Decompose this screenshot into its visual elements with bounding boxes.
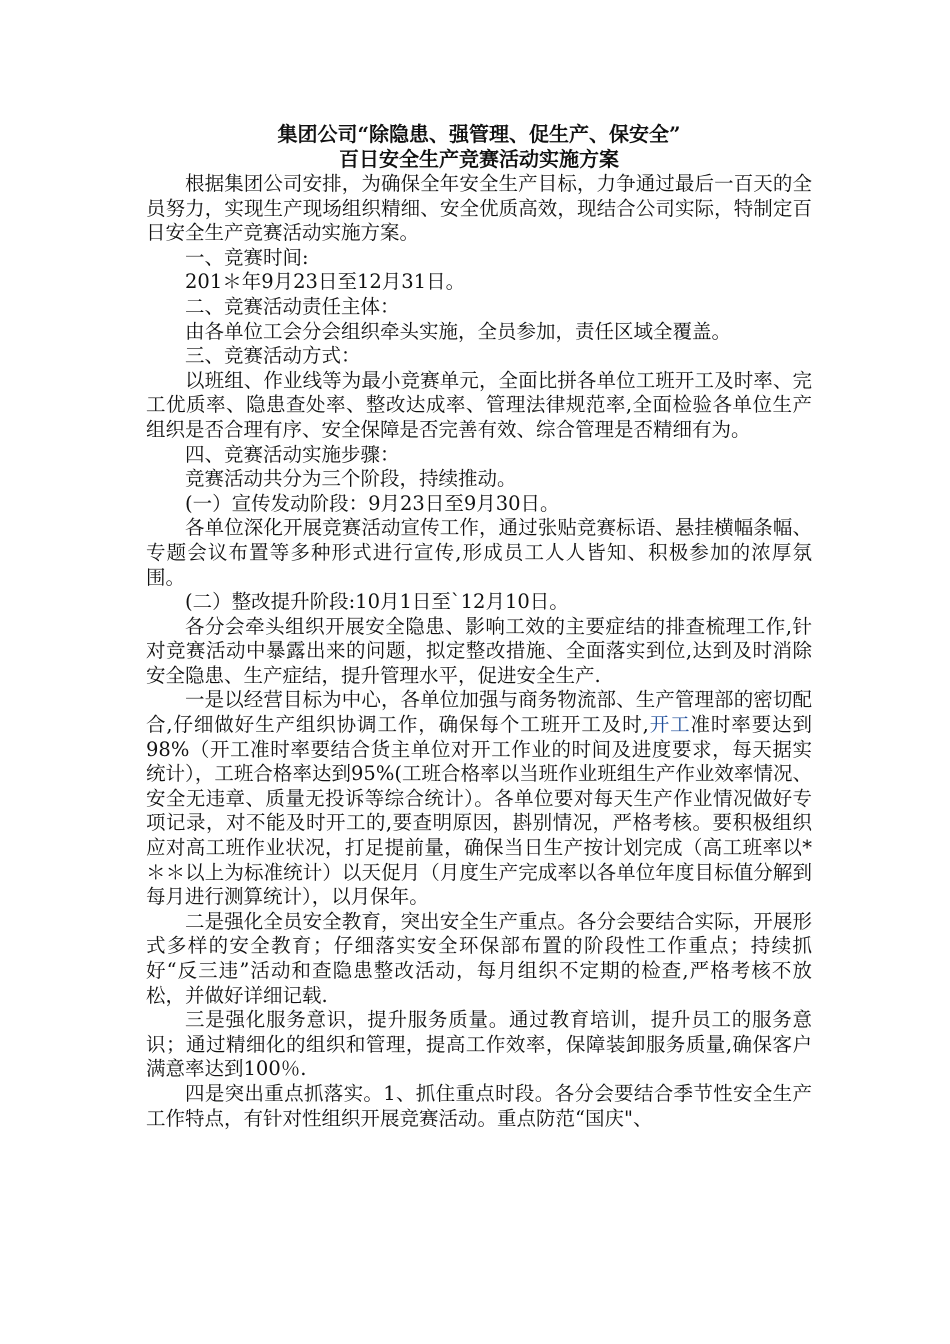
doc-title-line2: 百日安全生产竞赛活动实施方案 [339,147,619,171]
heading-stage-two: (二）整改提升阶段:10月1日至`12月10日。 [185,590,569,614]
paragraph-competition-method: 以班组、作业线等为最小竞赛单元，全面比拼各单位工班开工及时率、完工优质率、隐患查处率、整改达成率、管理法律规范率,全面检验各单位生产组织是否合理有序、安全保障是否完善有效、综合管理是否精细有为。 [146,368,812,441]
heading-competition-method: 三、竞赛活动方式： [185,344,361,368]
paragraph-point-four: 四是突出重点抓落实。1、抓住重点时段。各分会要结合季节性安全生产工作特点，有针对性组织开展竞赛活动。重点防范“国庆"、 [146,1081,812,1130]
paragraph-stage-one: 各单位深化开展竞赛活动宣传工作，通过张贴竞赛标语、悬挂横幅条幅、专题会议布置等多种形式进行宣传,形成员工人人皆知、积极参加的浓厚氛围。 [146,516,812,589]
point-one-link-text: 开工 [648,713,691,737]
paragraph-stage-two: 各分会牵头组织开展安全隐患、影响工效的主要症结的排查梳理工作,针对竞赛活动中暴露出来的问题，拟定整改措施、全面落实到位,达到及时消除安全隐患、生产症结，提升管理水平，促进安全生产. [146,614,812,687]
heading-responsible-party: 二、竞赛活动责任主体： [185,294,400,318]
heading-implementation-steps: 四、竞赛活动实施步骤： [185,442,400,466]
point-one-text-post: 准时率要达到98%（开工准时率要结合货主单位对开工作业的时间及进度要求，每天据实统计），工班合格率达到95%(工班合格率以当班作业班组生产作业效率情况、安全无违章、质量无投诉等综合统计）。各单位要对每天生产作业情况做好专项记录，对不能及时开工的,要查明原因，斟别情况，严格考核。要积极组织应对高工班作业状况，打足提前量，确保当日生产按计划完成（高工班率以*＊＊以上为标准统计）以天促月（月度生产完成率以各单位年度目标值分解到每月进行测算统计），以月保年。 [146,713,812,909]
document-page [146,122,812,1131]
heading-competition-time: 一、竞赛时间: [185,245,309,269]
paragraph-three-stages: 竞赛活动共分为三个阶段，持续推动。 [185,467,517,491]
paragraph-intro: 根据集团公司安排，为确保全年安全生产目标，力争通过最后一百天的全员努力，实现生产现场组织精细、安全优质高效，现结合公司实际，特制定百日安全生产竞赛活动实施方案。 [146,172,812,245]
heading-stage-one: (一）宣传发动阶段：9月23日至9月30日。 [185,491,560,515]
paragraph-point-one [146,688,812,909]
paragraph-point-three: 三是强化服务意识，提升服务质量。通过教育培训，提升员工的服务意识；通过精细化的组织和管理，提高工作效率，保障装卸服务质量,确保客户满意率达到100％. [146,1008,812,1081]
paragraph-responsible-party: 由各单位工会分会组织牵头实施，全员参加，责任区域全覆盖。 [185,319,732,343]
doc-title-line1: 集团公司“除隐患、强管理、促生产、保安全” [277,122,681,146]
point-one-text-pre: 一是以经营目标为中心，各单位加强与商务物流部、生产管理部的密切配合,仔细做好生产组织协调工作，确保每个工班开工及时, [146,688,812,737]
paragraph-point-two: 二是强化全员安全教育，突出安全生产重点。各分会要结合实际，开展形式多样的安全教育；仔细落实安全环保部布置的阶段性工作重点；持续抓好“反三违”活动和查隐患整改活动，每月组织不定期的检查,严格考核不放松，并做好详细记载. [146,909,812,1007]
paragraph-competition-dates: 201＊年9月23日至12月31日。 [185,270,466,294]
